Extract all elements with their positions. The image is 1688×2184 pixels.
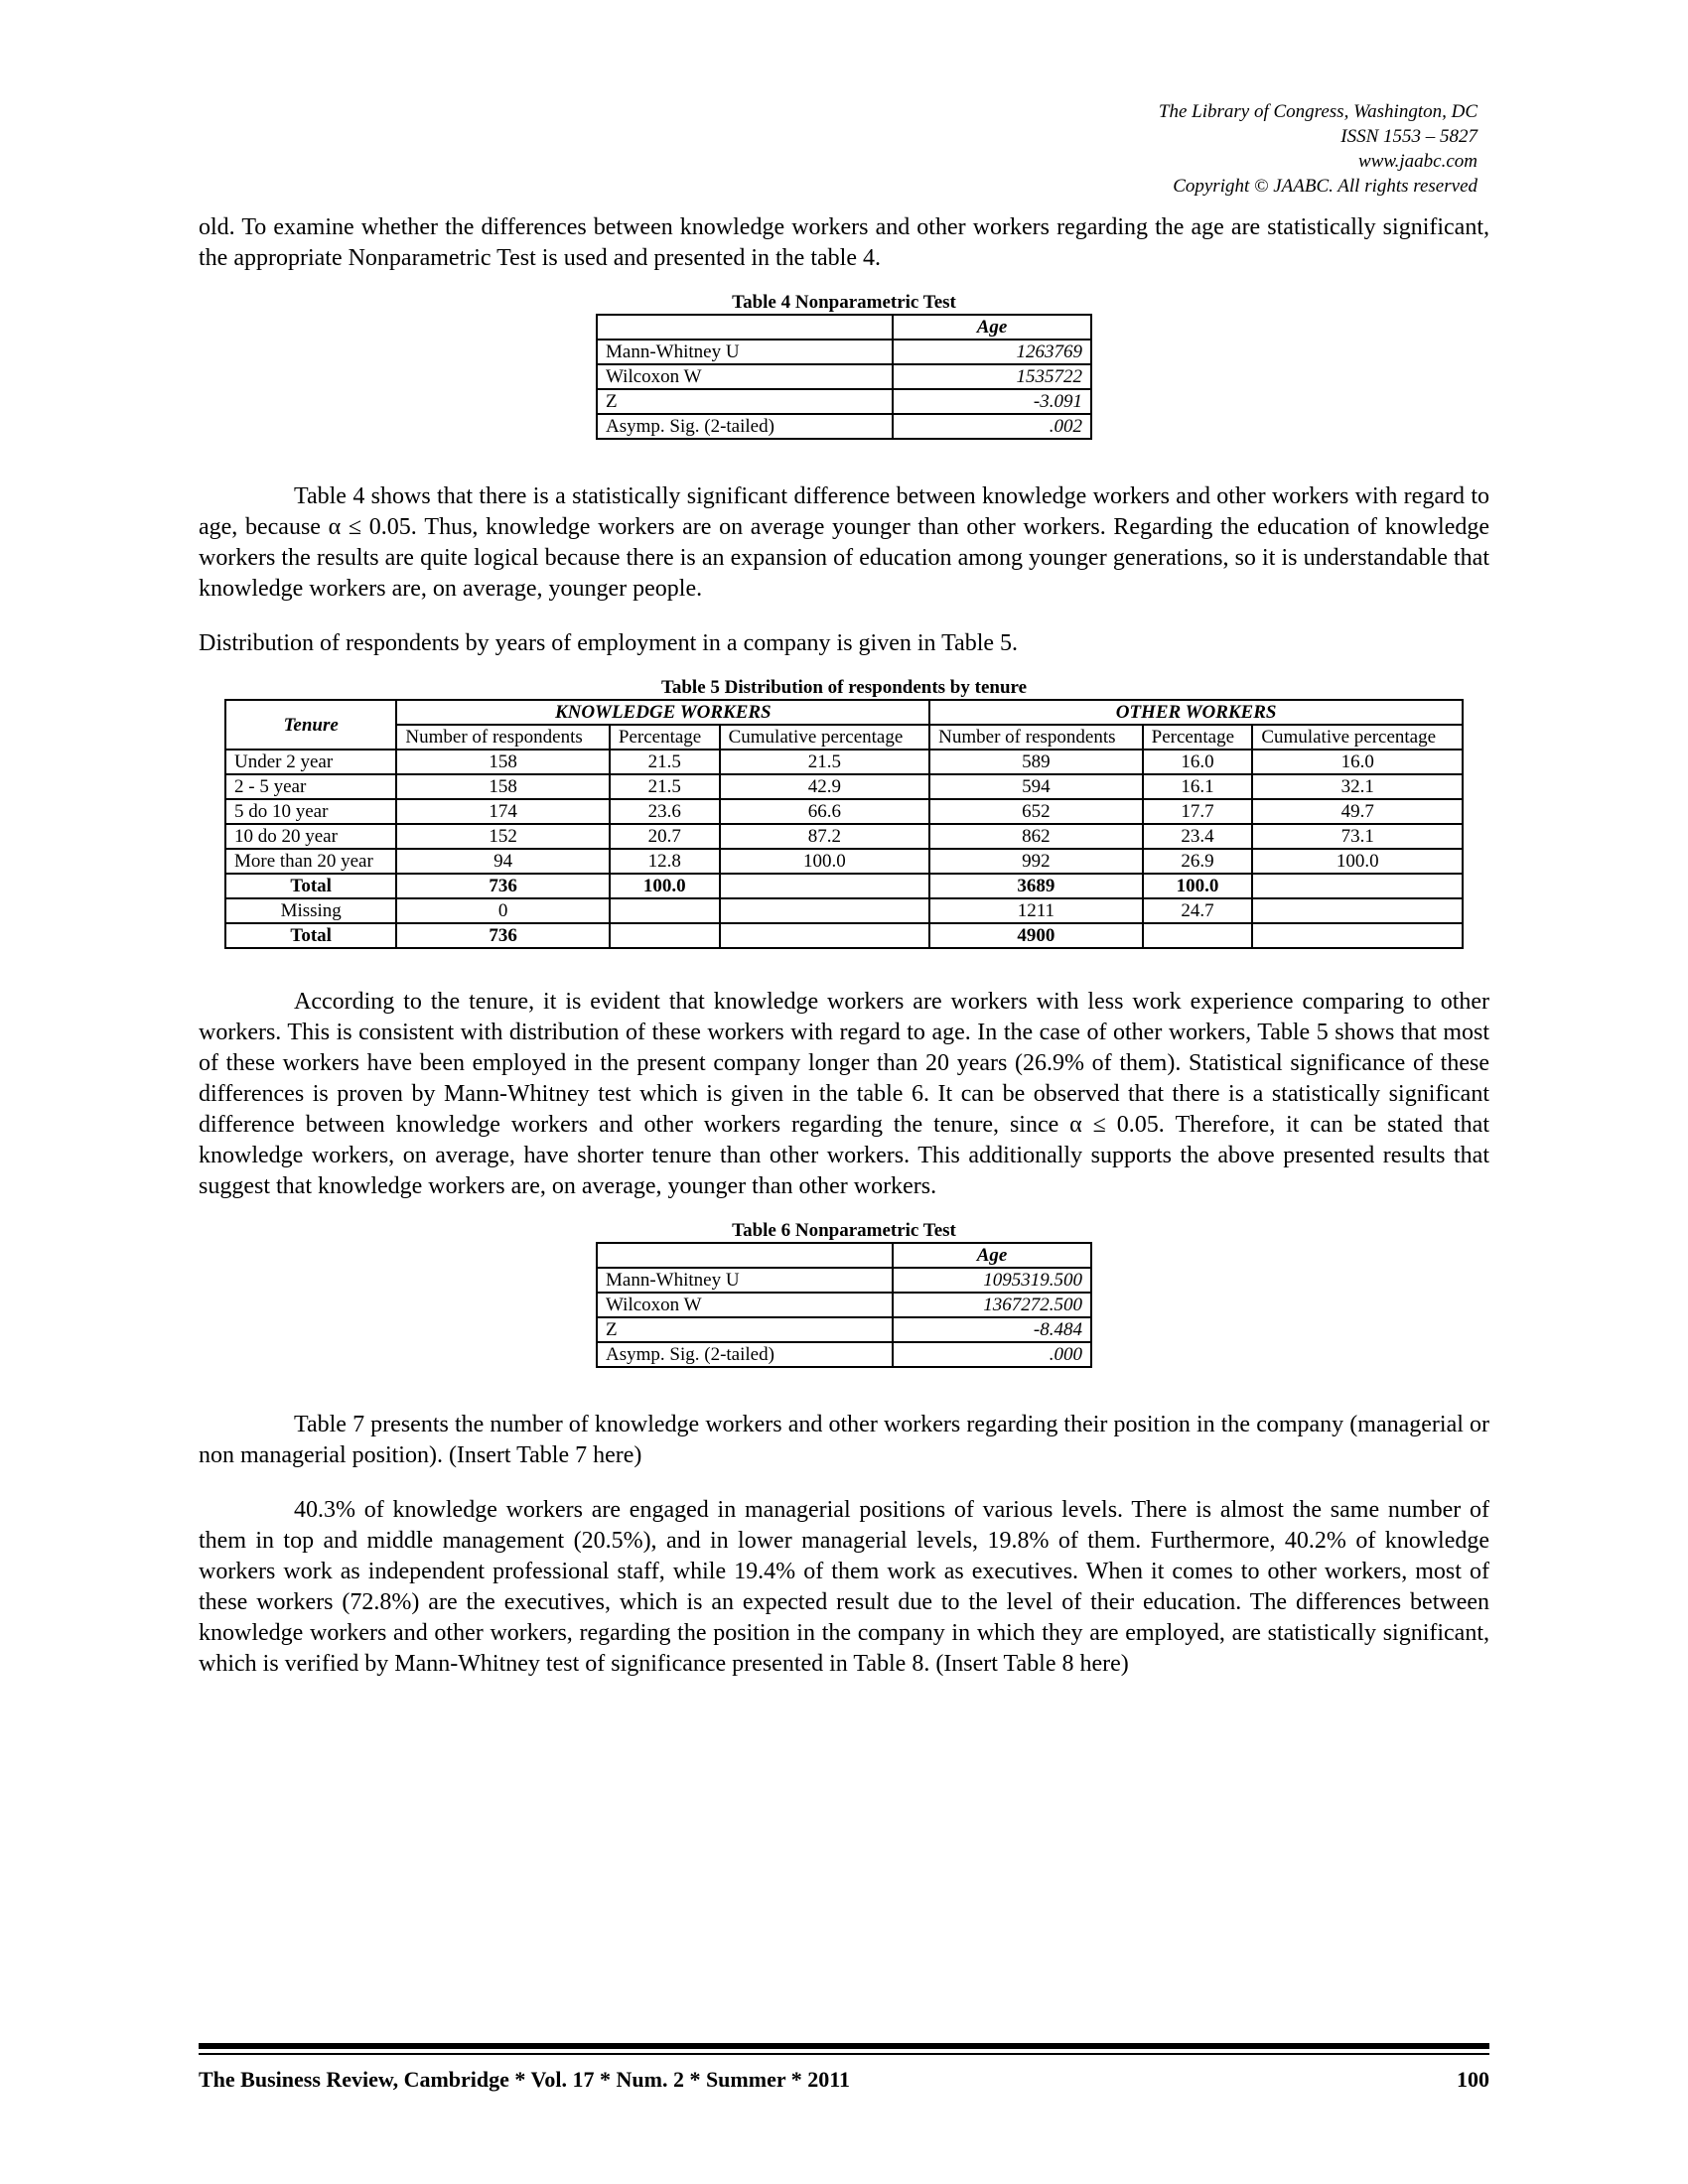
row-label: Under 2 year: [225, 750, 396, 774]
page-footer: [199, 2067, 1489, 2093]
table-row: [597, 389, 1091, 414]
table-cell: 1211: [929, 898, 1143, 923]
table-cell: 992: [929, 849, 1143, 874]
table-6: [596, 1242, 1092, 1368]
table-cell: 862: [929, 824, 1143, 849]
row-value: -8.484: [893, 1317, 1091, 1342]
footer-journal: The Business Review, Cambridge * Vol. 17 * Num. 2 * Summer * 2011: [199, 2067, 850, 2092]
table-row: [597, 1268, 1091, 1293]
table-row: [597, 340, 1091, 364]
table-5: [224, 699, 1464, 949]
table-6-header-row: [597, 1243, 1091, 1268]
table-row: [597, 1342, 1091, 1367]
table-cell: 21.5: [720, 750, 930, 774]
footer-rule-thin: [199, 2053, 1489, 2055]
paragraph-3: Distribution of respondents by years of employment in a company is given in Table 5.: [199, 630, 1019, 656]
table-row: [597, 1293, 1091, 1317]
row-label: 5 do 10 year: [225, 799, 396, 824]
table-cell: 20.7: [610, 824, 720, 849]
knowledge-workers-header: KNOWLEDGE WORKERS: [396, 700, 929, 725]
row-value: 1095319.500: [893, 1268, 1091, 1293]
table-cell: [610, 923, 720, 948]
table-cell: 652: [929, 799, 1143, 824]
table-cell: 26.9: [1143, 849, 1253, 874]
table-cell: 4900: [929, 923, 1143, 948]
table-4-caption: Table 4 Nonparametric Test: [732, 292, 956, 313]
paragraph-1: old. To examine whether the differences between knowledge workers and other workers regarding the age are statistically significant, the appropriate Nonparametric Test is used and presented in the table 4.: [199, 214, 1489, 271]
table-cell: 66.6: [720, 799, 930, 824]
table-cell: [720, 923, 930, 948]
row-label: Z: [597, 1317, 893, 1342]
row-label: More than 20 year: [225, 849, 396, 874]
table-cell: [1143, 923, 1253, 948]
table-5-subheader-row: [225, 725, 1463, 750]
row-label: Asymp. Sig. (2-tailed): [597, 1342, 893, 1367]
header-line-issn: ISSN 1553 – 5827: [1340, 126, 1477, 147]
table-cell: 73.1: [1252, 824, 1463, 849]
row-label: Mann-Whitney U: [597, 1268, 893, 1293]
table-row: [225, 750, 1463, 774]
header-line-website: www.jaabc.com: [1358, 151, 1477, 172]
table-cell: 94: [396, 849, 610, 874]
table-cell: [720, 874, 930, 898]
row-label: Z: [597, 389, 893, 414]
table-cell: 16.0: [1252, 750, 1463, 774]
table-cell: 17.7: [1143, 799, 1253, 824]
table-cell: 100.0: [610, 874, 720, 898]
table-row: [597, 364, 1091, 389]
table-cell: 49.7: [1252, 799, 1463, 824]
table-cell: [1252, 898, 1463, 923]
table-cell: 16.0: [1143, 750, 1253, 774]
table-cell: 16.1: [1143, 774, 1253, 799]
row-label: Total: [225, 874, 396, 898]
table-cell: [1252, 874, 1463, 898]
table-cell: 42.9: [720, 774, 930, 799]
table-row: [597, 414, 1091, 439]
table-cell: 23.4: [1143, 824, 1253, 849]
other-workers-header: OTHER WORKERS: [929, 700, 1463, 725]
table-4-age-header: Age: [893, 315, 1091, 340]
row-label: Asymp. Sig. (2-tailed): [597, 414, 893, 439]
table-4-corner: [597, 315, 893, 340]
table-cell: 736: [396, 874, 610, 898]
table-6-caption: Table 6 Nonparametric Test: [732, 1220, 956, 1241]
table-cell: 100.0: [1143, 874, 1253, 898]
row-value: .002: [893, 414, 1091, 439]
table-row: [225, 824, 1463, 849]
row-value: 1535722: [893, 364, 1091, 389]
table-cell: 32.1: [1252, 774, 1463, 799]
table-cell: 158: [396, 774, 610, 799]
footer-rule-thick: [199, 2043, 1489, 2049]
paragraph-2: Table 4 shows that there is a statistically significant difference between knowledge workers and other workers with regard to age, because α ≤ 0.05. Thus, knowledge workers are on average younger than other workers. Regarding the education of knowledge workers the results are quite logical because there is an expansion of education among younger generations, so it is understandable that knowledge workers are, on average, younger people.: [199, 483, 1489, 602]
subheader-ow-cumulative: Cumulative percentage: [1252, 725, 1463, 750]
header-line-library: The Library of Congress, Washington, DC: [1158, 101, 1477, 122]
table-row: [225, 849, 1463, 874]
row-label: Missing: [225, 898, 396, 923]
row-label: Mann-Whitney U: [597, 340, 893, 364]
table-cell: 158: [396, 750, 610, 774]
table-4-header-row: [597, 315, 1091, 340]
table-cell: [720, 898, 930, 923]
row-label: Total: [225, 923, 396, 948]
table-6-age-header: Age: [893, 1243, 1091, 1268]
page-number: 100: [1457, 2067, 1489, 2092]
row-value: 1263769: [893, 340, 1091, 364]
table-4: [596, 314, 1092, 440]
table-cell: 100.0: [720, 849, 930, 874]
table-cell: 24.7: [1143, 898, 1253, 923]
row-label: 2 - 5 year: [225, 774, 396, 799]
header-line-copyright: Copyright © JAABC. All rights reserved: [1173, 176, 1477, 197]
table-cell: [1252, 923, 1463, 948]
table-cell: 594: [929, 774, 1143, 799]
subheader-kw-number: Number of respondents: [396, 725, 610, 750]
table-row: [225, 799, 1463, 824]
table-5-group-row: [225, 700, 1463, 725]
table-cell: 12.8: [610, 849, 720, 874]
subheader-ow-number: Number of respondents: [929, 725, 1143, 750]
row-label: Wilcoxon W: [597, 364, 893, 389]
table-row: [225, 774, 1463, 799]
table-cell: [610, 898, 720, 923]
row-label: 10 do 20 year: [225, 824, 396, 849]
table-cell: 100.0: [1252, 849, 1463, 874]
table-cell: 3689: [929, 874, 1143, 898]
table-cell: 21.5: [610, 774, 720, 799]
row-value: .000: [893, 1342, 1091, 1367]
table-cell: 23.6: [610, 799, 720, 824]
table-row: [225, 874, 1463, 898]
paragraph-5: Table 7 presents the number of knowledge workers and other workers regarding their position in the company (managerial or non managerial position). (Insert Table 7 here): [199, 1412, 1489, 1468]
row-value: -3.091: [893, 389, 1091, 414]
table-cell: 152: [396, 824, 610, 849]
paragraph-4: According to the tenure, it is evident that knowledge workers are workers with less work experience comparing to other workers. This is consistent with distribution of these workers with regard to age. In the case of other workers, Table 5 shows that most of these workers have been employed in the present company longer than 20 years (26.9% of them). Statistical significance of these differences is proven by Mann-Whitney test which is given in the table 6. It can be observed that there is a statistically significant difference between knowledge workers and other workers regarding the tenure, since α ≤ 0.05. Therefore, it can be stated that knowledge workers, on average, have shorter tenure than other workers. This additionally supports the above presented results that suggest that knowledge workers are, on average, younger than other workers.: [199, 989, 1489, 1199]
tenure-header: Tenure: [225, 700, 396, 750]
row-value: 1367272.500: [893, 1293, 1091, 1317]
subheader-ow-percentage: Percentage: [1143, 725, 1253, 750]
page-body: [199, 212, 1489, 1680]
table-cell: 589: [929, 750, 1143, 774]
table-5-caption: Table 5 Distribution of respondents by tenure: [660, 677, 1028, 698]
table-cell: 736: [396, 923, 610, 948]
subheader-kw-percentage: Percentage: [610, 725, 720, 750]
table-row: [225, 923, 1463, 948]
page-header: [1159, 99, 1477, 199]
table-cell: 87.2: [720, 824, 930, 849]
subheader-kw-cumulative: Cumulative percentage: [720, 725, 930, 750]
paragraph-6: 40.3% of knowledge workers are engaged in managerial positions of various levels. There is almost the same number of them in top and middle management (20.5%), and in lower managerial levels, 19.8% of them. Furthermore, 40.2% of knowledge workers work as independent professional staff, while 19.4% of them work as executives. When it comes to other workers, most of these workers (72.8%) are the executives, which is an expected result due to the level of their education. The differences between knowledge workers and other workers, regarding the position in the company in which they are employed, are statistically significant, which is verified by Mann-Whitney test of significance presented in Table 8. (Insert Table 8 here): [199, 1497, 1489, 1677]
table-row: [225, 898, 1463, 923]
table-cell: 0: [396, 898, 610, 923]
table-6-corner: [597, 1243, 893, 1268]
table-cell: 21.5: [610, 750, 720, 774]
row-label: Wilcoxon W: [597, 1293, 893, 1317]
table-cell: 174: [396, 799, 610, 824]
table-row: [597, 1317, 1091, 1342]
